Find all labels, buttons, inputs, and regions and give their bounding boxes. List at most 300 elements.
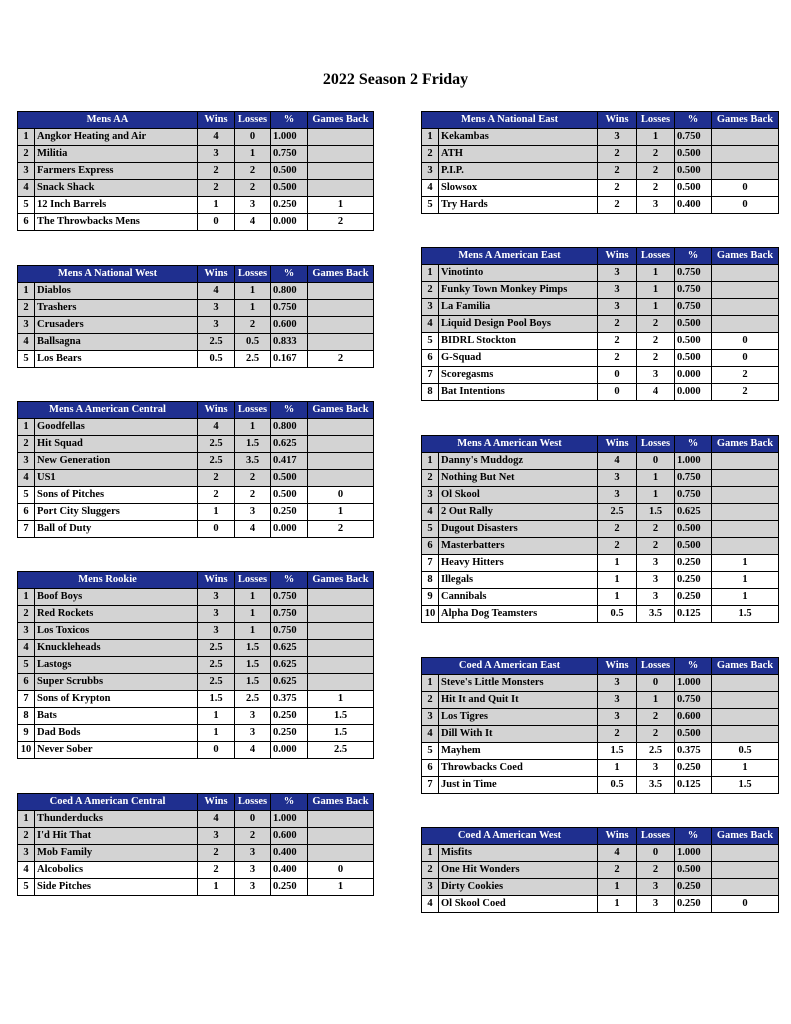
rank-cell: 3	[422, 879, 439, 896]
wins-cell: 4	[198, 811, 235, 828]
losses-cell: 0	[235, 129, 271, 146]
games-back-cell	[712, 146, 779, 163]
pct-header: %	[271, 402, 308, 419]
wins-cell: 0	[598, 367, 637, 384]
pct-cell: 0.750	[675, 265, 712, 282]
games-back-header: Games Back	[712, 248, 779, 265]
games-back-cell: 0	[712, 350, 779, 367]
pct-cell: 0.750	[271, 606, 308, 623]
games-back-cell	[308, 470, 374, 487]
losses-cell: 0	[235, 811, 271, 828]
standings-table	[17, 401, 374, 538]
team-cell: Illegals	[439, 572, 598, 589]
division-name: Mens A American East	[422, 248, 598, 265]
games-back-cell: 1.5	[308, 708, 374, 725]
team-cell: Mayhem	[439, 743, 598, 760]
team-cell: Nothing But Net	[439, 470, 598, 487]
rank-cell: 5	[18, 657, 35, 674]
rank-cell: 4	[422, 504, 439, 521]
pct-cell: 0.400	[271, 862, 308, 879]
team-cell: 12 Inch Barrels	[35, 197, 198, 214]
wins-cell: 2	[598, 180, 637, 197]
games-back-cell	[308, 300, 374, 317]
losses-cell: 2	[235, 317, 271, 334]
pct-cell: 0.500	[271, 163, 308, 180]
wins-cell: 1	[198, 879, 235, 896]
team-cell: New Generation	[35, 453, 198, 470]
games-back-cell	[308, 811, 374, 828]
rank-cell: 2	[422, 470, 439, 487]
team-cell: Farmers Express	[35, 163, 198, 180]
pct-cell: 0.500	[675, 146, 712, 163]
games-back-cell: 1	[308, 691, 374, 708]
rank-cell: 7	[422, 367, 439, 384]
wins-cell: 2	[198, 163, 235, 180]
pct-cell: 0.375	[675, 743, 712, 760]
wins-header: Wins	[598, 112, 637, 129]
pct-header: %	[675, 658, 712, 675]
losses-cell: 3	[637, 555, 675, 572]
standings-table	[421, 827, 779, 913]
team-cell: Danny's Muddogz	[439, 453, 598, 470]
team-cell: Ballsagna	[35, 334, 198, 351]
wins-cell: 3	[198, 828, 235, 845]
games-back-cell	[308, 828, 374, 845]
pct-cell: 0.250	[271, 725, 308, 742]
table-row	[422, 146, 779, 163]
pct-cell: 0.625	[271, 640, 308, 657]
team-cell: 2 Out Rally	[439, 504, 598, 521]
losses-cell: 3	[637, 589, 675, 606]
rank-cell: 4	[18, 640, 35, 657]
team-cell: Dad Bods	[35, 725, 198, 742]
rank-cell: 6	[422, 538, 439, 555]
pct-cell: 0.250	[675, 879, 712, 896]
wins-cell: 3	[198, 317, 235, 334]
pct-cell: 0.500	[675, 538, 712, 555]
team-cell: Port City Sluggers	[35, 504, 198, 521]
team-cell: Mob Family	[35, 845, 198, 862]
wins-cell: 2	[598, 146, 637, 163]
rank-cell: 5	[422, 743, 439, 760]
pct-cell: 1.000	[271, 811, 308, 828]
games-back-cell: 0	[308, 487, 374, 504]
wins-cell: 2	[598, 862, 637, 879]
games-back-header: Games Back	[712, 436, 779, 453]
games-back-cell: 1.5	[712, 777, 779, 794]
pct-header: %	[675, 828, 712, 845]
table-row	[18, 862, 374, 879]
games-back-cell: 2	[308, 351, 374, 368]
pct-cell: 0.800	[271, 419, 308, 436]
games-back-cell: 0	[712, 197, 779, 214]
rank-cell: 10	[18, 742, 35, 759]
games-back-cell	[712, 675, 779, 692]
rank-cell: 1	[422, 129, 439, 146]
table-row	[422, 862, 779, 879]
losses-cell: 3.5	[637, 606, 675, 623]
team-cell: Alpha Dog Teamsters	[439, 606, 598, 623]
table-header-row	[18, 266, 374, 283]
pct-cell: 0.750	[675, 487, 712, 504]
losses-cell: 3	[637, 367, 675, 384]
rank-cell: 1	[18, 283, 35, 300]
losses-cell: 1	[235, 283, 271, 300]
losses-cell: 4	[235, 521, 271, 538]
games-back-cell	[712, 845, 779, 862]
rank-cell: 5	[422, 521, 439, 538]
losses-cell: 1.5	[637, 504, 675, 521]
games-back-cell: 2	[308, 214, 374, 231]
pct-cell: 0.625	[271, 436, 308, 453]
team-cell: Angkor Heating and Air	[35, 129, 198, 146]
table-row	[422, 572, 779, 589]
table-row	[18, 623, 374, 640]
games-back-cell	[712, 265, 779, 282]
table-row	[422, 709, 779, 726]
losses-cell: 3	[637, 572, 675, 589]
table-row	[422, 384, 779, 401]
team-cell: Crusaders	[35, 317, 198, 334]
pct-cell: 0.500	[675, 163, 712, 180]
team-cell: Los Bears	[35, 351, 198, 368]
games-back-cell	[712, 487, 779, 504]
rank-cell: 8	[18, 708, 35, 725]
pct-cell: 0.400	[675, 197, 712, 214]
team-cell: Try Hards	[439, 197, 598, 214]
team-cell: Ol Skool	[439, 487, 598, 504]
games-back-cell: 1.5	[712, 606, 779, 623]
games-back-cell: 2.5	[308, 742, 374, 759]
table-row	[422, 282, 779, 299]
losses-cell: 1	[235, 419, 271, 436]
games-back-cell: 0	[308, 862, 374, 879]
pct-cell: 0.750	[675, 282, 712, 299]
team-cell: Boof Boys	[35, 589, 198, 606]
wins-cell: 0.5	[598, 777, 637, 794]
games-back-cell	[308, 436, 374, 453]
rank-cell: 4	[422, 316, 439, 333]
table-row	[18, 129, 374, 146]
rank-cell: 3	[422, 163, 439, 180]
wins-cell: 2	[598, 197, 637, 214]
losses-cell: 1	[235, 623, 271, 640]
standings-table	[421, 435, 779, 623]
rank-cell: 5	[422, 333, 439, 350]
losses-cell: 2	[235, 470, 271, 487]
games-back-cell	[308, 657, 374, 674]
wins-cell: 4	[198, 283, 235, 300]
losses-cell: 2	[637, 180, 675, 197]
losses-cell: 1	[637, 692, 675, 709]
losses-header: Losses	[235, 572, 271, 589]
table-header-row	[422, 436, 779, 453]
games-back-cell	[712, 504, 779, 521]
team-cell: Militia	[35, 146, 198, 163]
wins-cell: 3	[598, 487, 637, 504]
losses-cell: 3	[235, 708, 271, 725]
table-row	[422, 606, 779, 623]
table-row	[18, 487, 374, 504]
table-row	[18, 351, 374, 368]
wins-cell: 3	[598, 299, 637, 316]
team-cell: Sons of Pitches	[35, 487, 198, 504]
rank-cell: 4	[18, 334, 35, 351]
team-cell: Trashers	[35, 300, 198, 317]
wins-cell: 0	[598, 384, 637, 401]
losses-cell: 2	[637, 350, 675, 367]
table-row	[422, 692, 779, 709]
table-row	[18, 657, 374, 674]
rank-cell: 3	[18, 845, 35, 862]
pct-cell: 0.500	[271, 470, 308, 487]
team-cell: Los Tigres	[439, 709, 598, 726]
rank-cell: 4	[422, 180, 439, 197]
pct-cell: 0.600	[271, 828, 308, 845]
team-cell: Snack Shack	[35, 180, 198, 197]
losses-cell: 0.5	[235, 334, 271, 351]
table-row	[422, 777, 779, 794]
rank-cell: 3	[18, 453, 35, 470]
games-back-cell: 0	[712, 333, 779, 350]
wins-cell: 0	[198, 742, 235, 759]
wins-cell: 1	[198, 725, 235, 742]
table-row	[18, 725, 374, 742]
games-back-cell: 1	[308, 504, 374, 521]
wins-cell: 0.5	[198, 351, 235, 368]
pct-cell: 0.250	[675, 572, 712, 589]
pct-cell: 0.600	[675, 709, 712, 726]
wins-cell: 2	[598, 538, 637, 555]
games-back-cell	[308, 163, 374, 180]
rank-cell: 2	[422, 862, 439, 879]
wins-cell: 2.5	[198, 453, 235, 470]
losses-cell: 1	[637, 487, 675, 504]
wins-header: Wins	[198, 794, 235, 811]
rank-cell: 1	[422, 453, 439, 470]
team-cell: Just in Time	[439, 777, 598, 794]
team-cell: Throwbacks Coed	[439, 760, 598, 777]
pct-cell: 1.000	[675, 845, 712, 862]
games-back-cell: 1	[712, 555, 779, 572]
wins-header: Wins	[198, 402, 235, 419]
pct-cell: 0.625	[271, 674, 308, 691]
page-title: 2022 Season 2 Friday	[322, 71, 469, 88]
rank-cell: 7	[18, 521, 35, 538]
division-name: Mens A American Central	[18, 402, 198, 419]
pct-cell: 0.250	[675, 896, 712, 913]
wins-cell: 1	[198, 708, 235, 725]
wins-cell: 1	[598, 572, 637, 589]
table-row	[422, 350, 779, 367]
table-row	[422, 163, 779, 180]
wins-cell: 2	[198, 470, 235, 487]
table-row	[18, 453, 374, 470]
rank-cell: 10	[422, 606, 439, 623]
rank-cell: 2	[18, 300, 35, 317]
table-row	[18, 674, 374, 691]
games-back-cell	[308, 845, 374, 862]
team-cell: Liquid Design Pool Boys	[439, 316, 598, 333]
wins-cell: 4	[598, 453, 637, 470]
team-cell: Funky Town Monkey Pimps	[439, 282, 598, 299]
table-row	[422, 760, 779, 777]
rank-cell: 5	[422, 197, 439, 214]
wins-cell: 2.5	[598, 504, 637, 521]
pct-cell: 0.500	[675, 350, 712, 367]
team-cell: Los Toxicos	[35, 623, 198, 640]
pct-cell: 0.750	[271, 300, 308, 317]
pct-cell: 0.800	[271, 283, 308, 300]
pct-cell: 0.250	[675, 555, 712, 572]
games-back-cell	[308, 674, 374, 691]
table-row	[422, 675, 779, 692]
table-row	[18, 845, 374, 862]
losses-cell: 0	[637, 845, 675, 862]
losses-cell: 3	[637, 896, 675, 913]
pct-cell: 0.400	[271, 845, 308, 862]
table-row	[18, 197, 374, 214]
games-back-header: Games Back	[308, 572, 374, 589]
rank-cell: 9	[18, 725, 35, 742]
rank-cell: 3	[422, 487, 439, 504]
team-cell: Sons of Krypton	[35, 691, 198, 708]
pct-cell: 0.250	[271, 879, 308, 896]
losses-header: Losses	[637, 828, 675, 845]
wins-cell: 2	[198, 487, 235, 504]
wins-cell: 3	[198, 606, 235, 623]
wins-cell: 2.5	[198, 640, 235, 657]
rank-cell: 8	[422, 384, 439, 401]
table-row	[422, 299, 779, 316]
losses-cell: 1.5	[235, 674, 271, 691]
losses-cell: 2	[637, 333, 675, 350]
losses-cell: 3	[235, 197, 271, 214]
pct-cell: 0.500	[675, 521, 712, 538]
pct-header: %	[271, 794, 308, 811]
team-cell: La Familia	[439, 299, 598, 316]
wins-cell: 2	[198, 180, 235, 197]
games-back-cell	[712, 879, 779, 896]
games-back-cell	[308, 129, 374, 146]
wins-cell: 1	[198, 504, 235, 521]
table-row	[422, 879, 779, 896]
team-cell: Bats	[35, 708, 198, 725]
pct-header: %	[271, 266, 308, 283]
pct-cell: 0.250	[271, 504, 308, 521]
pct-cell: 0.000	[271, 214, 308, 231]
pct-cell: 0.750	[271, 623, 308, 640]
team-cell: Diablos	[35, 283, 198, 300]
losses-header: Losses	[235, 794, 271, 811]
table-header-row	[422, 248, 779, 265]
games-back-cell	[712, 521, 779, 538]
standings-table	[17, 793, 374, 896]
losses-cell: 2	[235, 180, 271, 197]
team-cell: P.I.P.	[439, 163, 598, 180]
wins-cell: 2.5	[198, 436, 235, 453]
games-back-cell	[308, 180, 374, 197]
table-header-row	[422, 112, 779, 129]
losses-cell: 3.5	[637, 777, 675, 794]
games-back-cell	[308, 606, 374, 623]
games-back-header: Games Back	[712, 828, 779, 845]
pct-cell: 0.500	[271, 487, 308, 504]
wins-cell: 3	[198, 300, 235, 317]
losses-cell: 1.5	[235, 657, 271, 674]
pct-cell: 0.000	[271, 742, 308, 759]
losses-header: Losses	[235, 266, 271, 283]
team-cell: Goodfellas	[35, 419, 198, 436]
losses-cell: 1.5	[235, 640, 271, 657]
wins-cell: 1.5	[198, 691, 235, 708]
wins-cell: 3	[198, 146, 235, 163]
team-cell: Hit It and Quit It	[439, 692, 598, 709]
team-cell: US1	[35, 470, 198, 487]
games-back-cell	[712, 129, 779, 146]
table-header-row	[18, 112, 374, 129]
losses-cell: 2.5	[637, 743, 675, 760]
wins-cell: 1.5	[598, 743, 637, 760]
table-row	[18, 470, 374, 487]
table-row	[18, 811, 374, 828]
rank-cell: 5	[18, 351, 35, 368]
wins-cell: 4	[598, 845, 637, 862]
table-row	[18, 334, 374, 351]
wins-cell: 3	[598, 265, 637, 282]
pct-cell: 0.000	[271, 521, 308, 538]
wins-cell: 4	[198, 129, 235, 146]
standings-table	[421, 657, 779, 794]
games-back-cell	[308, 453, 374, 470]
games-back-cell	[308, 317, 374, 334]
division-name: Mens A National West	[18, 266, 198, 283]
pct-cell: 0.750	[271, 146, 308, 163]
pct-cell: 0.000	[675, 384, 712, 401]
team-cell: One Hit Wonders	[439, 862, 598, 879]
losses-cell: 2	[637, 862, 675, 879]
table-row	[18, 163, 374, 180]
games-back-cell: 0	[712, 180, 779, 197]
pct-header: %	[675, 436, 712, 453]
team-cell: Alcobolics	[35, 862, 198, 879]
games-back-cell	[712, 316, 779, 333]
losses-cell: 4	[235, 214, 271, 231]
team-cell: I'd Hit That	[35, 828, 198, 845]
wins-cell: 3	[198, 589, 235, 606]
games-back-cell: 1	[308, 197, 374, 214]
rank-cell: 5	[18, 197, 35, 214]
pct-cell: 0.500	[675, 316, 712, 333]
wins-cell: 4	[198, 419, 235, 436]
team-cell: Side Pitches	[35, 879, 198, 896]
team-cell: Ol Skool Coed	[439, 896, 598, 913]
losses-cell: 1	[637, 299, 675, 316]
pct-cell: 0.250	[271, 708, 308, 725]
losses-cell: 2	[637, 709, 675, 726]
rank-cell: 6	[422, 760, 439, 777]
rank-cell: 9	[422, 589, 439, 606]
losses-cell: 0	[637, 675, 675, 692]
losses-header: Losses	[637, 658, 675, 675]
team-cell: Scoregasms	[439, 367, 598, 384]
pct-cell: 0.833	[271, 334, 308, 351]
table-row	[18, 436, 374, 453]
rank-cell: 4	[18, 180, 35, 197]
pct-cell: 1.000	[271, 129, 308, 146]
losses-cell: 1	[235, 146, 271, 163]
team-cell: Cannibals	[439, 589, 598, 606]
